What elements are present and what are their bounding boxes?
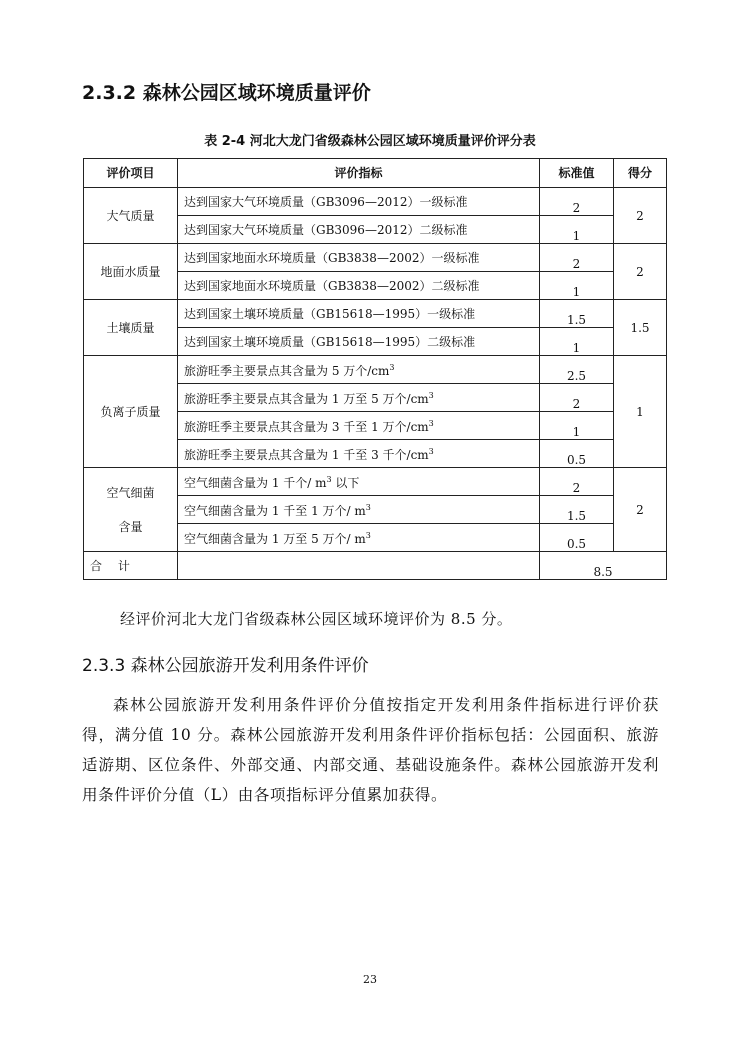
item-negative-ion: 负离子质量 [84,356,178,468]
item-air-quality: 大气质量 [84,188,178,244]
indicator-text: 空气细菌含量为 1 千个/ m [184,476,327,490]
score-cell: 2 [614,188,667,244]
body-paragraph: 森林公园旅游开发利用条件评价分值按指定开发利用条件指标进行评价获得，满分值 10 分。森林公园旅游开发利用条件评价指标包括：公园面积、旅游适游期、区位条件、外部交通、内部交通、基础设施条件。森林公园旅游开发利用条件评价分值（L）由各项指标评分值累加获得。 [82,696,659,804]
standard-value: 1 [540,216,614,244]
indicator-cell: 达到国家大气环境质量（GB3096—2012）一级标准 [178,188,540,216]
table-row [84,244,667,272]
indicator-text: 旅游旺季主要景点其含量为 3 千至 1 万个/cm [184,420,429,434]
indicator-cell [178,496,540,524]
indicator-cell [178,468,540,496]
standard-value: 1 [540,412,614,440]
standard-value: 1.5 [540,300,614,328]
unit-superscript: 3 [326,475,332,484]
indicator-text: 旅游旺季主要景点其含量为 1 千至 3 千个/cm [184,448,429,462]
indicator-cell [178,356,540,384]
standard-value: 2 [540,244,614,272]
indicator-cell [178,524,540,552]
score-cell: 2 [614,244,667,300]
indicator-text: 旅游旺季主要景点其含量为 1 万至 5 万个/cm [184,392,429,406]
table-caption: 表 2-4 河北大龙门省级森林公园区域环境质量评价评分表 [204,134,536,149]
indicator-cell: 达到国家地面水环境质量（GB3838—2002）一级标准 [178,244,540,272]
item-label-line1: 空气细菌 [106,485,155,500]
table-header-row [84,159,667,188]
unit-superscript: 3 [389,363,395,372]
total-label: 合 计 [84,552,178,580]
header-item: 评价项目 [84,159,178,188]
item-label-line2: 含量 [118,519,143,534]
table-row [84,356,667,384]
total-empty-cell [178,552,540,580]
standard-value: 0.5 [540,524,614,552]
environment-quality-table [83,158,667,580]
standard-value: 2.5 [540,356,614,384]
score-cell: 2 [614,468,667,552]
indicator-text: 空气细菌含量为 1 万至 5 万个/ m [184,532,366,546]
item-surface-water: 地面水质量 [84,244,178,300]
section-heading-2-3-2: 2.3.2 森林公园区域环境质量评价 [82,82,371,104]
indicator-cell: 达到国家土壤环境质量（GB15618—1995）二级标准 [178,328,540,356]
indicator-cell [178,384,540,412]
score-cell: 1 [614,356,667,468]
indicator-cell [178,440,540,468]
standard-value: 1.5 [540,496,614,524]
total-value: 8.5 [540,552,667,580]
standard-value: 1 [540,272,614,300]
unit-superscript: 3 [428,419,434,428]
unit-superscript: 3 [365,503,371,512]
item-airborne-bacteria [84,468,178,552]
indicator-cell: 达到国家地面水环境质量（GB3838—2002）二级标准 [178,272,540,300]
unit-superscript: 3 [365,531,371,540]
item-soil-quality: 土壤质量 [84,300,178,356]
unit-superscript: 3 [428,391,434,400]
standard-value: 2 [540,468,614,496]
indicator-cell: 达到国家大气环境质量（GB3096—2012）二级标准 [178,216,540,244]
score-cell: 1.5 [614,300,667,356]
indicator-cell [178,412,540,440]
standard-value: 1 [540,328,614,356]
header-standard: 标准值 [540,159,614,188]
standard-value: 2 [540,384,614,412]
table-row [84,300,667,328]
table-row [84,188,667,216]
indicator-text: 旅游旺季主要景点其含量为 5 万个/cm [184,364,390,378]
unit-superscript: 3 [428,447,434,456]
indicator-text: 空气细菌含量为 1 千至 1 万个/ m [184,504,366,518]
table-total-row [84,552,667,580]
table-row [84,468,667,496]
section-heading-2-3-3: 2.3.3 森林公园旅游开发利用条件评价 [82,656,369,676]
header-indicator: 评价指标 [178,159,540,188]
indicator-suffix: 以下 [331,476,360,490]
indicator-cell: 达到国家土壤环境质量（GB15618—1995）一级标准 [178,300,540,328]
page-number: 23 [363,973,377,986]
evaluation-result-text: 经评价河北大龙门省级森林公园区域环境评价为 8.5 分。 [120,610,513,628]
header-score: 得分 [614,159,667,188]
standard-value: 2 [540,188,614,216]
standard-value: 0.5 [540,440,614,468]
